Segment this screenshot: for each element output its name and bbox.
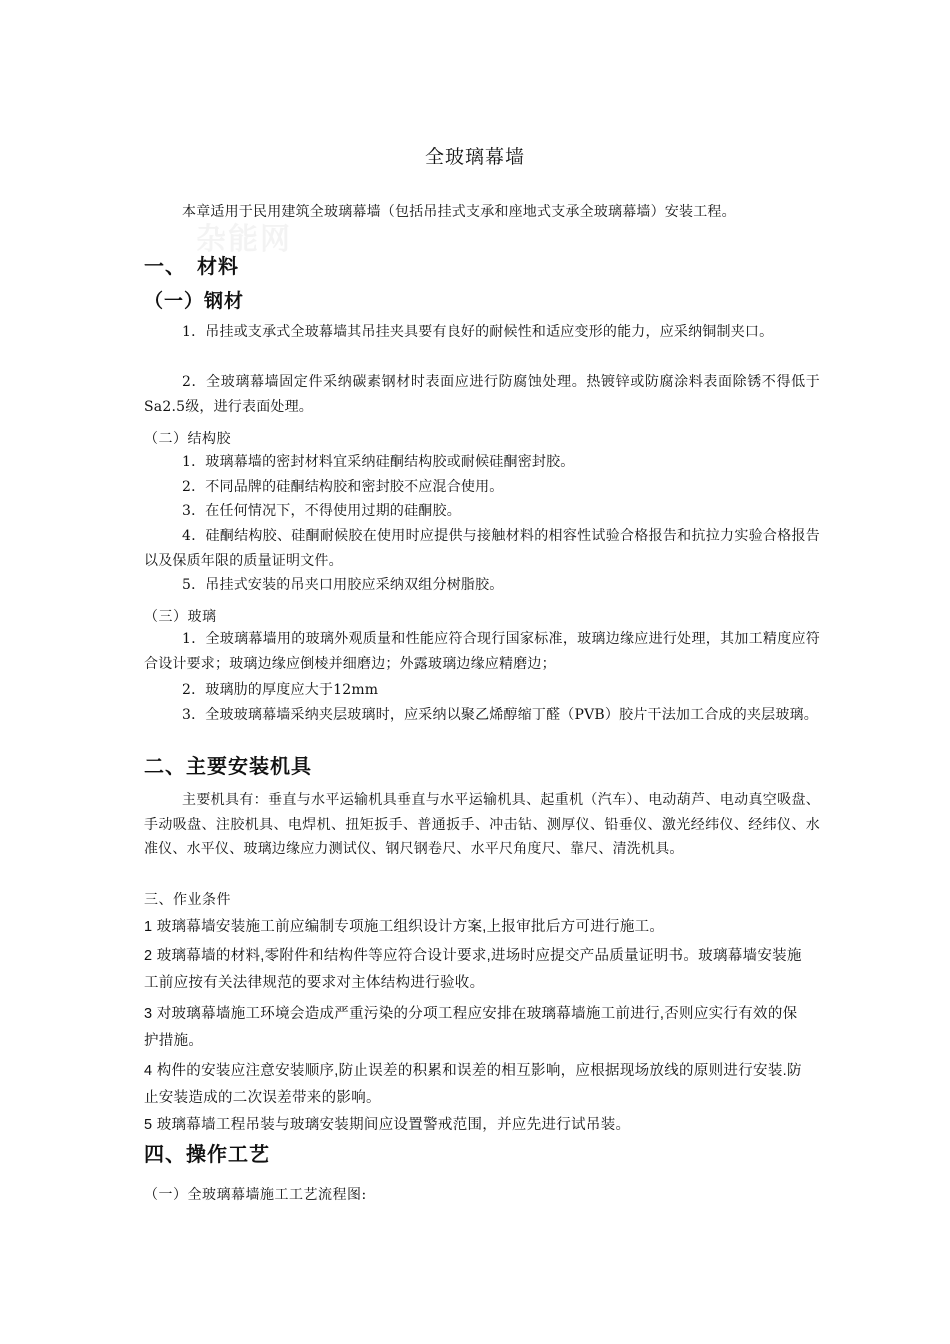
section-heading-equipment: 二、主要安装机具 (144, 754, 312, 778)
process-flow-heading: （一）全玻璃幕墙施工工艺流程图: (144, 1187, 367, 1203)
section-heading-process: 四、操作工艺 (144, 1142, 270, 1166)
equipment-paragraph: 主要机具有：垂直与水平运输机具垂直与水平运输机具、起重机（汽车）、电动葫芦、电动真空吸盘、手动吸盘、注胶机具、电焊机、扭矩扳手、普通扳手、冲击钻、测厚仪、铅垂仪、激光经纬仪、经纬仪、水准仪、水平仪、玻璃边缘应力测试仪、钢尺钢卷尺、水平尺角度尺、靠尺、清洗机具。 (144, 792, 820, 857)
conditions-item-3: 3 对玻璃幕墙施工环境会造成严重污染的分项工程应安排在玻璃幕墙施工前进行,否则应实行有效的保护措施。 (144, 1006, 798, 1049)
steel-item-1: 1．吊挂或支承式全玻幕墙其吊挂夹具要有良好的耐候性和适应变形的能力，应采纳铜制夹口。 (182, 324, 774, 340)
sealant-item-4: 4．硅酮结构胶、硅酮耐候胶在使用时应提供与接触材料的相容性试验合格报告和抗拉力实验合格报告以及保质年限的质量证明文件。 (144, 528, 820, 569)
sealant-item-2: 2．不同品牌的硅酮结构胶和密封胶不应混合使用。 (182, 479, 504, 495)
page-title: 全玻璃幕墙 (424, 146, 525, 168)
conditions-item-1: 1 玻璃幕墙安装施工前应编制专项施工组织设计方案,上报审批后方可进行施工。 (144, 919, 665, 935)
subsection-heading-sealant: （二）结构胶 (144, 431, 231, 447)
sealant-item-1: 1．玻璃幕墙的密封材料宜采纳硅酮结构胶或耐候硅酮密封胶。 (182, 454, 575, 470)
sealant-item-3: 3．在任何情况下，不得使用过期的硅酮胶。 (182, 503, 461, 519)
glass-item-1: 1．全玻璃幕墙用的玻璃外观质量和性能应符合现行国家标准，玻璃边缘应进行处理，其加工精度应符合设计要求；玻璃边缘应倒棱并细磨边；外露玻璃边缘应精磨边； (144, 631, 820, 672)
subsection-heading-glass: （三）玻璃 (144, 609, 217, 625)
glass-item-2: 2．玻璃肋的厚度应大于12mm (182, 682, 379, 698)
section-heading-materials: 一、 材料 (144, 254, 239, 278)
conditions-item-2: 2 玻璃幕墙的材料,零附件和结构件等应符合设计要求,进场时应提交产品质量证明书。玻璃幕墙安装施工前应按有关法律规范的要求对主体结构进行验收。 (144, 948, 802, 991)
section-heading-conditions: 三、作业条件 (144, 892, 231, 908)
sealant-item-5: 5．吊挂式安装的吊夹口用胶应采纳双组分树脂胶。 (182, 577, 504, 593)
subsection-heading-steel: （一）钢材 (144, 290, 245, 312)
intro-paragraph: 本章适用于民用建筑全玻璃幕墙（包括吊挂式支承和座地式支承全玻璃幕墙）安装工程。 (182, 204, 736, 220)
steel-item-2: 2．全玻璃幕墙固定件采纳碳素钢材时表面应进行防腐蚀处理。热镀锌或防腐涂料表面除锈不得低于Sa2.5级，进行表面处理。 (144, 374, 820, 415)
conditions-item-5: 5 玻璃幕墙工程吊装与玻璃安装期间应设置警戒范围，并应先进行试吊装。 (144, 1117, 631, 1133)
conditions-item-4: 4 构件的安装应注意安装顺序,防止误差的积累和误差的相互影响，应根据现场放线的原则进行安装.防止安装造成的二次误差带来的影响。 (144, 1063, 802, 1106)
glass-item-3: 3．全玻玻璃幕墙采纳夹层玻璃时，应采纳以聚乙烯醇缩丁醛（PVB）胶片干法加工合成的夹层玻璃。 (182, 707, 818, 723)
